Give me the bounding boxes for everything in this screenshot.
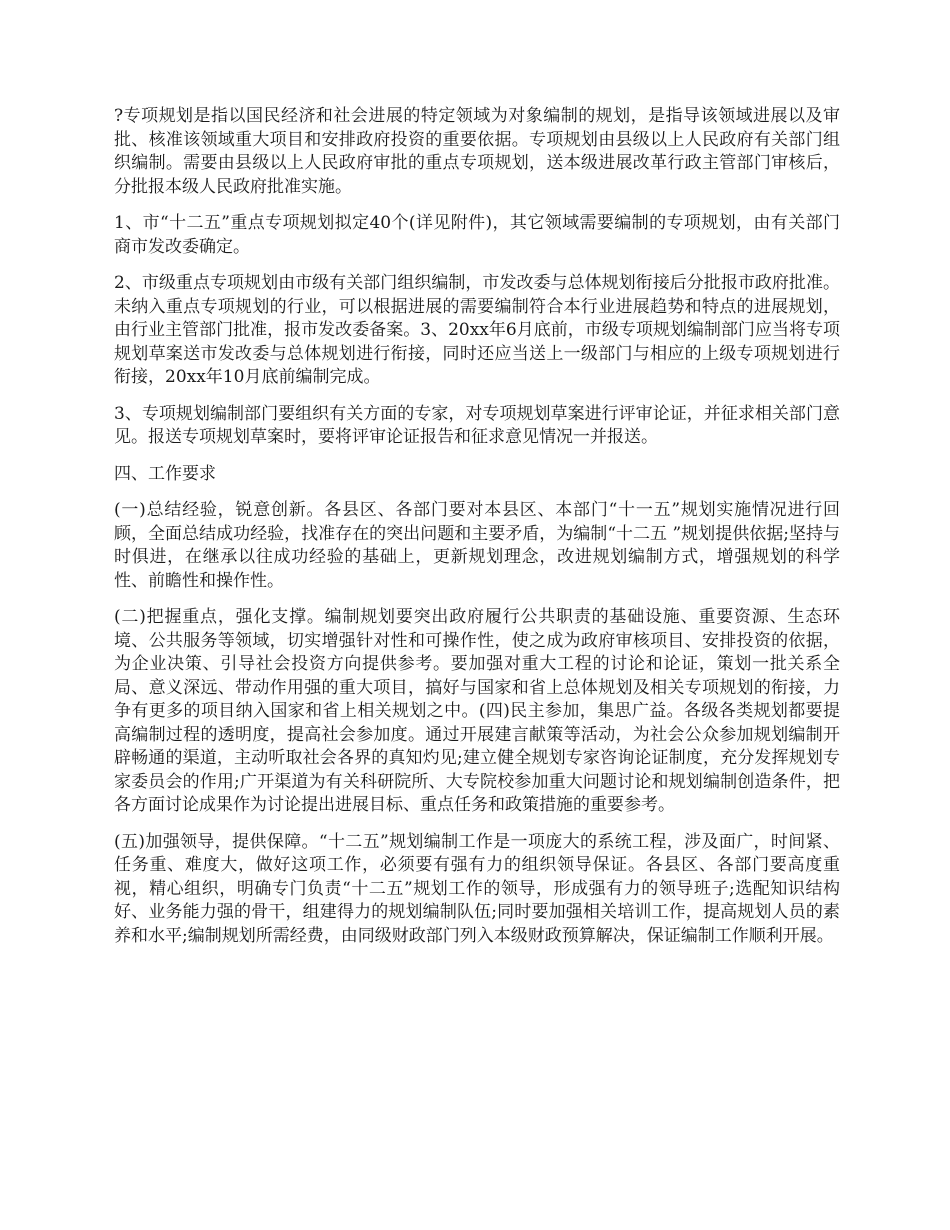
paragraph-item-1: 1、市“十二五”重点专项规划拟定40个(详见附件)，其它领域需要编制的专项规划，由有关部门商市发改委确定。 [114, 213, 840, 257]
document-body [114, 105, 840, 961]
paragraph-requirement-2: (二)把握重点，强化支撑。编制规划要突出政府履行公共职责的基础设施、重要资源、生态环境、公共服务等领域，切实增强针对性和可操作性，使之成为政府审核项目、安排投资的依据，为企业决策、引导社会投资方向提供参考。要加强对重大工程的讨论和论证，策划一批关系全局、意义深远、带动作用强的重大项目，搞好与国家和省上总体规划及相关专项规划的衔接，力争有更多的项目纳入国家和省上相关规划之中。(四)民主参加，集思广益。各级各类规划都要提高编制过程的透明度，提高社会参加度。通过开展建言献策等活动，为社会公众参加规划编制开辟畅通的渠道，主动听取社会各界的真知灼见;建立健全规划专家咨询论证制度，充分发挥规划专家委员会的作用;广开渠道为有关科研院所、大专院校参加重大问题讨论和规划编制创造条件，把各方面讨论成果作为讨论提出进展目标、重点任务和政策措施的重要参考。 [114, 607, 840, 815]
paragraph-item-3: 3、专项规划编制部门要组织有关方面的专家，对专项规划草案进行评审论证，并征求相关部门意见。报送专项规划草案时，要将评审论证报告和征求意见情况一并报送。 [114, 403, 840, 447]
paragraph-requirement-5: (五)加强领导，提供保障。“十二五”规划编制工作是一项庞大的系统工程，涉及面广，时间紧、任务重、难度大，做好这项工作，必须要有强有力的组织领导保证。各县区、各部门要高度重视，精心组织，明确专门负责“十二五”规划工作的领导，形成强有力的领导班子;选配知识结构好、业务能力强的骨干，组建得力的规划编制队伍;同时要加强相关培训工作，提高规划人员的素养和水平;编制规划所需经费，由同级财政部门列入本级财政预算解决，保证编制工作顺利开展。 [114, 831, 840, 946]
paragraph-definition: ?专项规划是指以国民经济和社会进展的特定领域为对象编制的规划，是指导该领域进展以及审批、核准该领域重大项目和安排政府投资的重要依据。专项规划由县级以上人民政府有关部门组织编制。需要由县级以上人民政府审批的重点专项规划，送本级进展改革行政主管部门审核后，分批报本级人民政府批准实施。 [114, 106, 840, 197]
paragraph-requirement-1: (一)总结经验，锐意创新。各县区、各部门要对本县区、本部门“十一五”规划实施情况进行回顾，全面总结成功经验，找准存在的突出问题和主要矛盾，为编制“十二五 ”规划提供依据;坚持与时俱进，在继承以往成功经验的基础上，更新规划理念，改进规划编制方式，增强规划的科学性、前瞻性和操作性。 [114, 500, 840, 591]
section-heading-work-requirements: 四、工作要求 [114, 463, 216, 484]
paragraph-item-2: 2、市级重点专项规划由市级有关部门组织编制，市发改委与总体规划衔接后分批报市政府批准。未纳入重点专项规划的行业，可以根据进展的需要编制符合本行业进展趋势和特点的进展规划，由行业主管部门批准，报市发改委备案。3、20xx年6月底前，市级专项规划编制部门应当将专项规划草案送市发改委与总体规划进行衔接，同时还应当送上一级部门与相应的上级专项规划进行衔接，20xx年10月底前编制完成。 [114, 273, 840, 387]
